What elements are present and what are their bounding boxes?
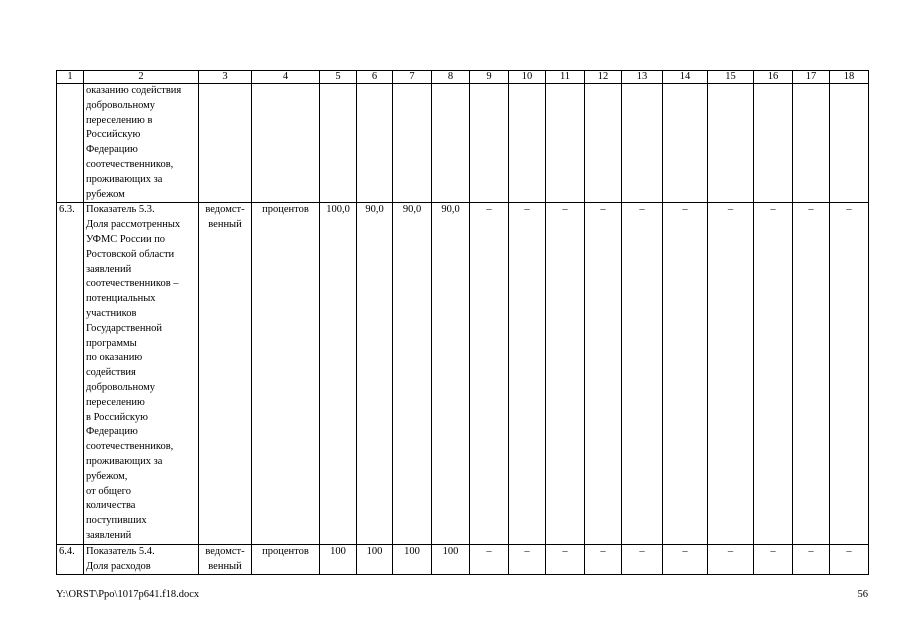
column-header: 18 [830, 71, 869, 84]
value-cell: – [754, 203, 793, 544]
column-header: 16 [754, 71, 793, 84]
text-line: Федерацию [86, 144, 138, 156]
text-line: ведомст- [205, 204, 245, 216]
text-line: Государственной [86, 322, 162, 334]
text-line: потенциальных [86, 293, 156, 305]
text-line: переселению [86, 396, 145, 408]
value-cell: 100 [357, 544, 393, 575]
value-cell: – [622, 544, 663, 575]
text-line: программы [86, 337, 137, 349]
value-cell: – [585, 203, 622, 544]
value-cell: – [754, 544, 793, 575]
text-line: Российскую [86, 129, 141, 141]
value-cell: – [585, 544, 622, 575]
row-number-cell [57, 84, 84, 203]
column-header: 2 [84, 71, 199, 84]
indicator-type-cell [199, 203, 252, 544]
column-header: 15 [708, 71, 754, 84]
value-cell: – [830, 544, 869, 575]
file-path: Y:\ORST\Ppo\1017p641.f18.docx [56, 589, 200, 600]
value-cell: – [470, 544, 509, 575]
table-row [57, 84, 869, 203]
value-cell: – [546, 203, 585, 544]
column-header: 10 [509, 71, 546, 84]
text-line: проживающих за [86, 173, 163, 185]
text-line: соотечественников, [86, 441, 174, 453]
unit-cell: процентов [252, 544, 320, 575]
text-line: Доля рассмотренных [86, 219, 181, 231]
value-cell: 90,0 [432, 203, 470, 544]
text-line: ведомст- [205, 545, 245, 557]
text-line: проживающих за [86, 455, 163, 467]
text-line: в Российскую [86, 411, 148, 423]
column-header: 11 [546, 71, 585, 84]
text-line: заявлений [86, 529, 132, 541]
text-line: соотечественников – [86, 278, 179, 290]
text-line: добровольному [86, 99, 156, 111]
value-cell: 100 [432, 544, 470, 575]
value-cell: 100 [320, 544, 357, 575]
column-header: 14 [663, 71, 708, 84]
value-cell: – [793, 544, 830, 575]
column-header: 3 [199, 71, 252, 84]
text-line: добровольному [86, 381, 156, 393]
text-line: Показатель 5.3. [86, 204, 155, 216]
column-header: 17 [793, 71, 830, 84]
value-cell: – [546, 544, 585, 575]
text-line: УФМС России по [86, 233, 166, 245]
value-cell: – [663, 544, 708, 575]
text-line: венный [208, 560, 242, 572]
value-cell: – [509, 544, 546, 575]
column-header: 5 [320, 71, 357, 84]
table-row [57, 544, 869, 575]
text-line: венный [208, 219, 242, 231]
text-line: рубежом [86, 188, 125, 200]
indicator-name-cell [84, 84, 199, 203]
row-number-cell: 6.4. [57, 544, 84, 575]
value-cell: – [793, 203, 830, 544]
unit-cell: процентов [252, 203, 320, 544]
value-cell: – [830, 203, 869, 544]
value-cell: – [663, 203, 708, 544]
column-header: 12 [585, 71, 622, 84]
column-header: 6 [357, 71, 393, 84]
column-header: 9 [470, 71, 509, 84]
text-line: содействия [86, 367, 136, 379]
text-line: оказанию содействия [86, 85, 182, 96]
column-header: 8 [432, 71, 470, 84]
indicator-name-cell [84, 544, 199, 575]
text-line: переселению в [86, 114, 153, 126]
page-number: 56 [857, 589, 868, 600]
value-cell: 100,0 [320, 203, 357, 544]
value-cell: – [708, 544, 754, 575]
text-line: Показатель 5.4. [86, 545, 155, 557]
value-cell: 90,0 [393, 203, 432, 544]
column-header: 7 [393, 71, 432, 84]
value-cell: – [470, 203, 509, 544]
text-line: заявлений [86, 263, 132, 275]
column-header: 1 [57, 71, 84, 84]
value-cell: – [509, 203, 546, 544]
table-row [57, 203, 869, 544]
column-header: 13 [622, 71, 663, 84]
text-line: участников [86, 307, 137, 319]
indicators-table [56, 70, 869, 575]
value-cell: 90,0 [357, 203, 393, 544]
text-line: Ростовской области [86, 248, 175, 260]
text-line: от общего [86, 485, 131, 497]
text-line: количества [86, 500, 136, 512]
indicator-name-cell [84, 203, 199, 544]
value-cell: 100 [393, 544, 432, 575]
text-line: рубежом, [86, 470, 128, 482]
text-line: Федерацию [86, 426, 138, 438]
text-line: соотечественников, [86, 158, 174, 170]
indicator-type-cell [199, 544, 252, 575]
value-cell: – [622, 203, 663, 544]
text-line: по оказанию [86, 352, 143, 364]
header-row [57, 71, 869, 84]
row-number-cell: 6.3. [57, 203, 84, 544]
text-line: Доля расходов [86, 560, 151, 572]
text-line: поступивших [86, 515, 147, 527]
value-cell: – [708, 203, 754, 544]
column-header: 4 [252, 71, 320, 84]
